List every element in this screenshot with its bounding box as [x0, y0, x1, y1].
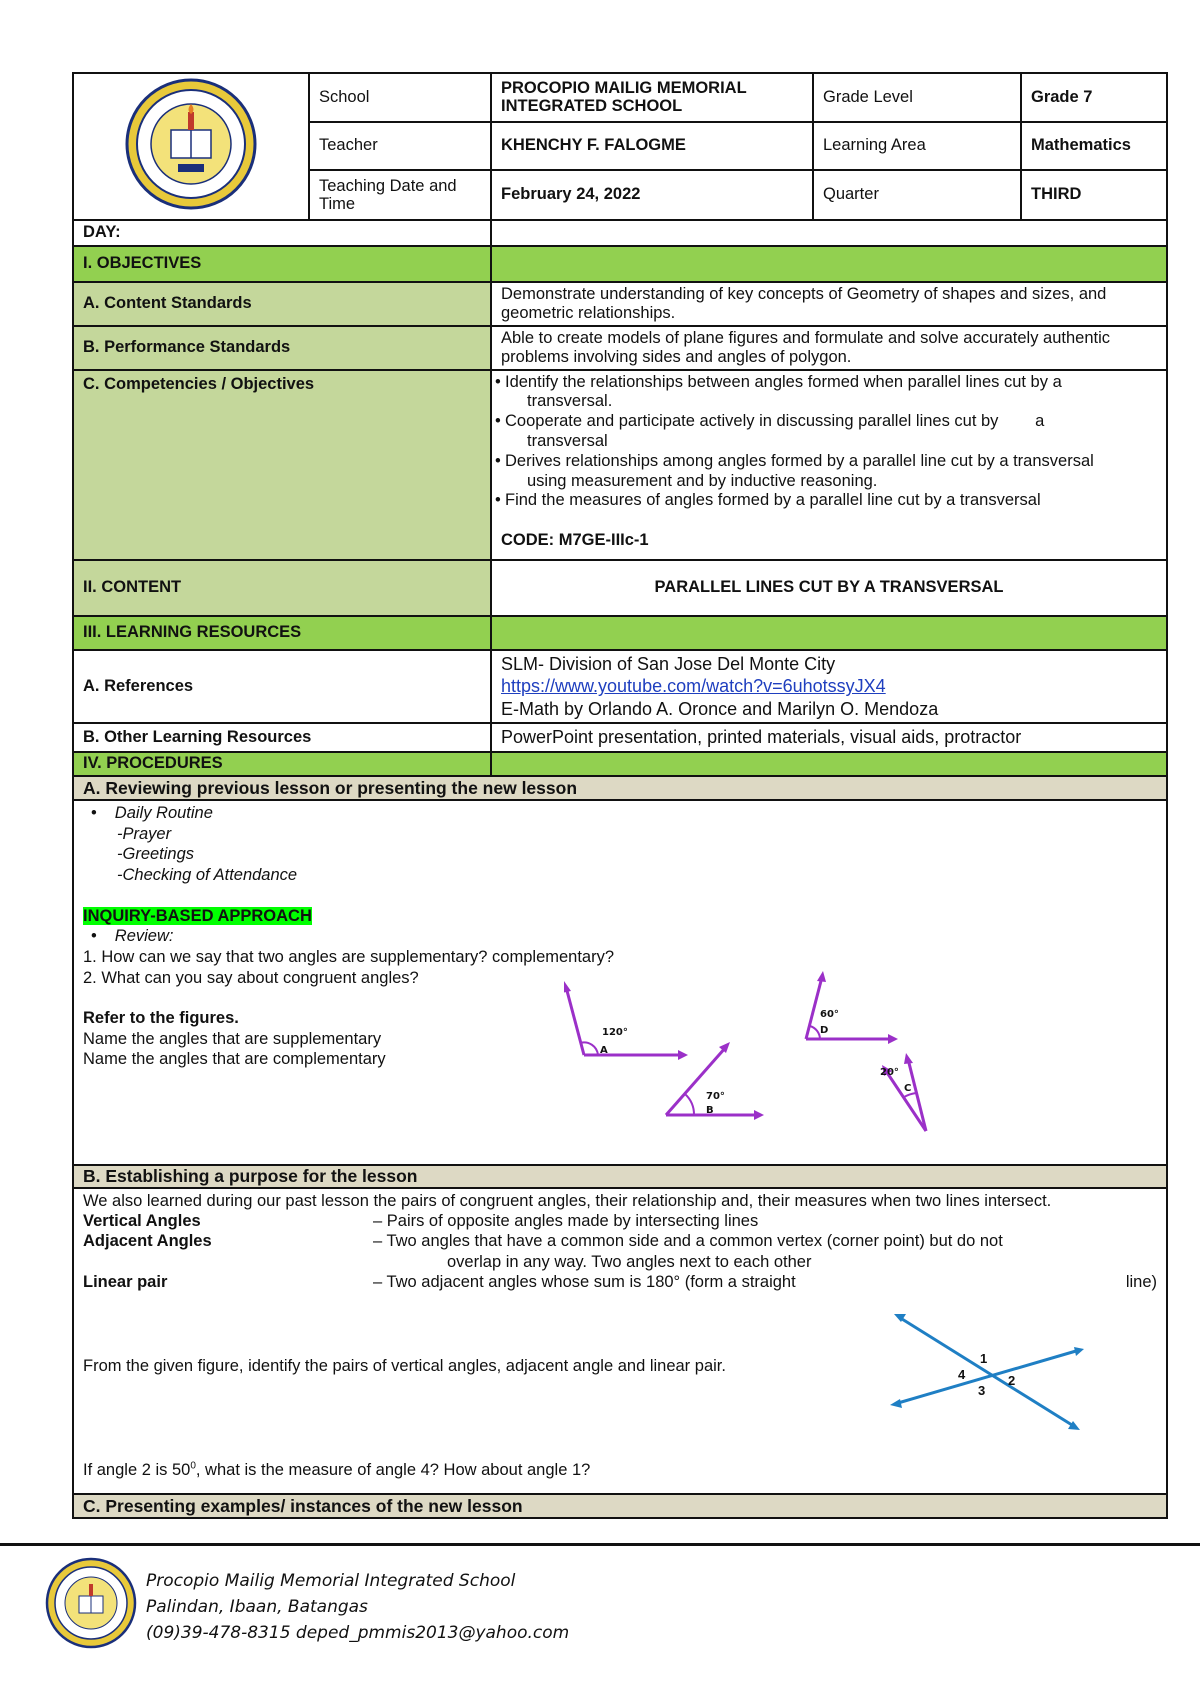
- angle-b-label: B: [706, 1105, 714, 1117]
- teacher-value: KHENCHY F. FALOGME: [491, 122, 813, 170]
- angle-question: If angle 2 is $50^0$, what is the measure of angle 4? How about angle 1?: [83, 1460, 591, 1479]
- angle-a-label: A: [600, 1045, 608, 1057]
- other-resources-label: B. Other Learning Resources: [73, 723, 491, 752]
- school-logo-cell: [73, 73, 309, 220]
- day-value: [491, 220, 1167, 246]
- angle-d-label: D: [820, 1025, 829, 1037]
- content-standards-label: A. Content Standards: [73, 282, 491, 326]
- procedures-heading-fill: [491, 752, 1167, 776]
- angles-figure: [564, 971, 964, 1141]
- objectives-list: [501, 373, 1157, 512]
- procedure-b-body: [73, 1188, 1167, 1494]
- review-question-1: 1. How can we say that two angles are supplementary? complementary?: [83, 947, 615, 966]
- competencies-label: C. Competencies / Objectives: [73, 370, 491, 560]
- resources-heading-fill: [491, 616, 1167, 650]
- procedure-a-body: [73, 800, 1167, 1165]
- name-supplementary: Name the angles that are supplementary: [83, 1029, 382, 1048]
- adjacent-angles-def: Adjacent Angles – Two angles that have a common side and a common vertex (corner point) but do not: [83, 1232, 1003, 1251]
- angle-a-degree: 120°: [602, 1027, 628, 1039]
- objectives-heading: I. OBJECTIVES: [73, 246, 491, 282]
- references-value: [491, 650, 1167, 724]
- footer-school-seal-icon: [44, 1556, 138, 1650]
- angle-2-label: 2: [1008, 1373, 1016, 1389]
- angle-d-degree: 60°: [820, 1009, 839, 1021]
- competency-code: CODE: M7GE-IIIc-1: [501, 531, 649, 550]
- objective-item: • Cooperate and participate actively in discussing parallel lines cut by a transversal: [501, 412, 1157, 452]
- lesson-plan-table: [72, 72, 1168, 1519]
- content-label: II. CONTENT: [73, 560, 491, 616]
- reference-youtube-link[interactable]: https://www.youtube.com/watch?v=6uhotssyJX4: [501, 676, 886, 697]
- intersecting-lines-figure: [884, 1307, 1094, 1437]
- purpose-intro: We also learned during our past lesson the pairs of congruent angles, their relationship and, their measures when two lines intersect.: [83, 1192, 1052, 1211]
- grade-level-label: Grade Level: [813, 73, 1021, 122]
- performance-standards-value: Able to create models of plane figures and formulate and solve accurately authentic problems involving sides and angles of polygon.: [491, 326, 1167, 370]
- objective-item: • Find the measures of angles formed by a parallel line cut by a transversal: [501, 491, 1157, 511]
- day-label: DAY:: [73, 220, 491, 246]
- objective-item: • Derives relationships among angles formed by a parallel line cut by a transversal using measurement and by inductive reasoning.: [501, 452, 1157, 492]
- content-standards-value: Demonstrate understanding of key concepts of Geometry of shapes and sizes, and geometric relationships.: [491, 282, 1167, 326]
- procedure-c-heading: C. Presenting examples/ instances of the new lesson: [73, 1494, 1167, 1518]
- objective-item: • Identify the relationships between angles formed when parallel lines cut by a transversal.: [501, 373, 1157, 413]
- school-name-line1: PROCOPIO MAILIG MEMORIAL: [501, 79, 747, 98]
- name-complementary: Name the angles that are complementary: [83, 1050, 386, 1069]
- angle-3-label: 3: [978, 1383, 986, 1399]
- performance-standards-label: B. Performance Standards: [73, 326, 491, 370]
- other-resources-value: PowerPoint presentation, printed materials, visual aids, protractor: [491, 723, 1167, 752]
- content-value: PARALLEL LINES CUT BY A TRANSVERSAL: [491, 560, 1167, 616]
- lesson-plan-sheet: [72, 72, 1166, 1519]
- resources-heading: III. LEARNING RESOURCES: [73, 616, 491, 650]
- adjacent-angles-def-cont: overlap in any way. Two angles next to each other: [447, 1252, 812, 1271]
- procedure-a-heading: A. Reviewing previous lesson or presenting the new lesson: [73, 776, 1167, 800]
- routine-prayer: -Prayer: [117, 824, 172, 843]
- vertical-angles-def: Vertical Angles – Pairs of opposite angles made by intersecting lines: [83, 1212, 759, 1231]
- reference-emath: E-Math by Orlando A. Oronce and Marilyn O. Mendoza: [501, 698, 939, 719]
- grade-level-value: Grade 7: [1021, 73, 1167, 122]
- angle-4-label: 4: [958, 1367, 966, 1383]
- inquiry-approach-label: INQUIRY-BASED APPROACH: [83, 906, 312, 925]
- angle-b-degree: 70°: [706, 1091, 725, 1103]
- given-figure-prompt: From the given figure, identify the pairs of vertical angles, adjacent angle and linear pair.: [83, 1356, 726, 1375]
- procedures-heading: IV. PROCEDURES: [73, 752, 491, 776]
- footer-address: Palindan, Ibaan, Batangas: [146, 1597, 368, 1617]
- linear-pair-def: Linear pair – Two adjacent angles whose sum is 180° (form a straight line): [83, 1272, 1157, 1291]
- angle-c-label: C: [904, 1083, 912, 1095]
- competencies-value: [491, 370, 1167, 560]
- school-name-line2: INTEGRATED SCHOOL: [501, 96, 683, 115]
- review-question-2: 2. What can you say about congruent angles?: [83, 968, 419, 987]
- quarter-label: Quarter: [813, 170, 1021, 220]
- objectives-heading-fill: [491, 246, 1167, 282]
- angle-1-label: 1: [980, 1351, 988, 1367]
- learning-area-value: Mathematics: [1021, 122, 1167, 170]
- footer-school-name: Procopio Mailig Memorial Integrated School: [146, 1571, 516, 1591]
- procedure-b-heading: B. Establishing a purpose for the lesson: [73, 1165, 1167, 1188]
- routine-greetings: -Greetings: [117, 845, 195, 864]
- daily-routine: • Daily Routine: [91, 804, 213, 823]
- footer-contact: (09)39-478-8315 deped_pmmis2013@yahoo.com: [146, 1623, 570, 1643]
- teacher-label: Teacher: [309, 122, 491, 170]
- reference-slm: SLM- Division of San Jose Del Monte City: [501, 653, 836, 674]
- teaching-date-value: February 24, 2022: [491, 170, 813, 220]
- quarter-value: THIRD: [1021, 170, 1167, 220]
- school-value: [491, 73, 813, 122]
- footer-text: [146, 1568, 569, 1646]
- learning-area-label: Learning Area: [813, 122, 1021, 170]
- footer: [44, 1556, 944, 1656]
- teaching-date-label: Teaching Date and Time: [309, 170, 491, 220]
- school-label: School: [309, 73, 491, 122]
- school-seal-icon: [116, 76, 266, 212]
- review-label: • Review:: [91, 927, 174, 946]
- refer-figures: Refer to the figures.: [83, 1009, 239, 1028]
- routine-attendance: -Checking of Attendance: [117, 866, 298, 885]
- angle-c-degree: 20°: [880, 1067, 899, 1079]
- references-label: A. References: [73, 650, 491, 724]
- footer-divider: [0, 1543, 1200, 1546]
